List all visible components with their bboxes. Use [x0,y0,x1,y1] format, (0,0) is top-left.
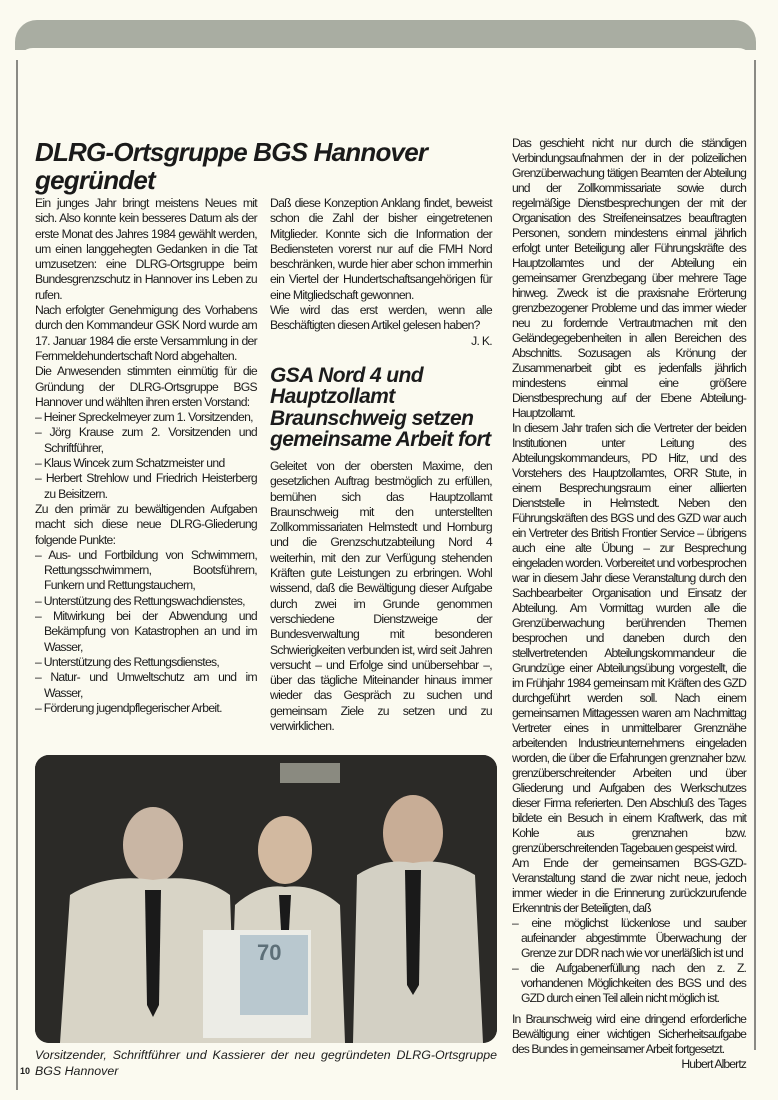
article2-paragraph: Geleitet von der obersten Maxime, den gesetzlichen Auftrag bestmöglich zu erfüllen, bemühen sich das Hauptzollamt Braunschweig mit den unterstellten Zollkommissariaten Helmstedt und Hornburg und die Grenzschutzabteilung Nord 4 weiterhin, mit den zur Verfügung stehenden Kräften gute Leistungen zu erbringen. Wohl wissend, daß die Bewältigung dieser Aufgabe durch zwei im Grunde genommen verschiedene Dienstzweige der Bundesverwaltung mit besonderen Schwierigkeiten verbunden ist, wird seit Jahren versucht – und Erfolge sind unübersehbar –, über das tägliche Miteinander hinaus immer wieder das Gespräch zu suchen und gemeinsam Ziele zu setzen und zu verwirklichen. [270,458,492,734]
column-2 [270,196,492,734]
photo-three-officers [35,755,497,1043]
list-item: – Natur- und Umweltschutz am und im Wasser, [35,670,257,701]
page-frame-top [17,48,754,88]
list-item: – Herbert Strehlow und Friedrich Heisterberg zu Beisitzern. [35,471,257,502]
article2-signature: Hubert Albertz [681,1057,746,1071]
column-1 [35,196,257,716]
article2-paragraph: Das geschieht nicht nur durch die ständigen Verbindungsaufnahmen der in der polizeilichen Grenzüberwachung tätigen Beamten der Abteilung und der Zollkommissariate sowie durch regelmäßige Dienstbesprechungen der mit der Organisation des Streifeneinsatzes beauftragten Personen, sondern mindestens einmal jährlich erfolgt unter Beteiligung aller Führungskräfte des Hauptzollamtes und der Abteilung ein gemeinsamer Grenzbegang über mehrere Tage hinweg. Zweck ist die praxisnahe Erörterung grenzbezogener Probleme und das immer wieder neu zu fordernde Vertrautmachen mit den Geländegegebenheiten in allen Bereichen des Abschnitts. Sozusagen als Krönung der Zusammenarbeit gibt es jedenfalls jährlich mindestens einmal eine größere Dienstbesprechung auf der Ebene Abteilung-Hauptzollamt. [512,136,746,420]
column-3 [512,136,746,1072]
list-item: – eine möglichst lückenlose und sauber aufeinander abgestimmte Überwachung der Grenze zur DDR nach wie vor unerläßlich ist und [512,916,746,961]
list-item: – die Aufgabenerfüllung nach den z. Z. vorhandenen Möglichkeiten des BGS und des GZD durch einen Teil allein nicht möglich ist. [512,961,746,1006]
findings-list [512,916,746,1006]
right-frame-line [754,60,756,1050]
left-frame-line [16,60,18,1090]
list-item: – Förderung jugendpflegerischer Arbeit. [35,701,257,716]
poster [203,930,311,1038]
photo-caption: Vorsitzender, Schriftführer und Kassierer der neu gegründeten DLRG-Ortsgruppe BGS Hannover [35,1048,497,1078]
list-item: – Unterstützung des Rettungsdienstes, [35,655,257,670]
article2-paragraph: In diesem Jahr trafen sich die Vertreter der beiden Institutionen unter Leitung des Abteilungskommandeurs, PD Hitz, und des Vorstehers des Hauptzollamtes, ORR Stute, in einem Besprechungsraum einer alliierten Dienststelle in Helmstedt. Neben den Führungskräften des BGS und des GZD war auch ein Vertreter des British Frontier Service – übrigens auch eine alte Übung – zur Besprechung eingeladen worden. Vorbereitet und vorbesprochen war in diesem Jahr diese Veranstaltung durch den Sachbearbeiter Organisation und Einsatz der Abteilung. Am Vormittag wurden alle die Grenzüberwachung berührenden Themen besprochen und daneben durch den stellvertretenden Abteilungskommandeur die Grundzüge einer Abteilungsübung vorgestellt, die im Frühjahr 1984 gemeinsam mit Kräften des GZD durchgeführt werden soll. Nach einem gemeinsamen Mittagessen waren am Nachmittag Vertreter eines in unmittelbarer Grenznähe arbeitenden Industrieunternehmens eingeladen worden, die über die Erfahrungen grenznaher bzw. grenzüberschreitender Arbeiten und über Gliederung und Aufgaben des Werkschutzes dieser Firma referierten. Den Abschluß des Tages bildete ein Besuch in einem Kraftwerk, das mit Kohle aus grenznahen bzw. grenzüberschreitenden Tagebauen gespeist wird. [512,421,746,855]
poster-text: 70 [257,940,282,965]
article1-title: DLRG-Ortsgruppe BGS Hannover gegründet [35,137,428,195]
photo-illustration [35,755,497,1043]
list-item: – Heiner Spreckelmeyer zum 1. Vorsitzenden, [35,410,257,425]
article1-paragraph: Daß diese Konzeption Anklang findet, beweist schon die Zahl der bisher eingetretenen Mitglieder. Konnte sich die Information der Bediensteten vorerst nur auf die FMH Nord beschränken, wurde hier aber schon immerhin ein Viertel der Hundertschaftsangehörigen für eine Mitgliedschaft gewonnen. [270,196,492,302]
article1-paragraph: Zu den primär zu bewältigenden Aufgaben macht sich diese neue DLRG-Gliederung folgende Punkte: [35,501,257,547]
page-number: 10 [20,1066,31,1076]
article1-paragraph: Ein junges Jahr bringt meistens Neues mit sich. Also konnte kein besseres Datum als der erste Monat des Jahres 1984 gewählt werden, um einen langgehegten Gedanken in die Tat umzusetzen: eine DLRG-Ortsgruppe beim Bundesgrenzschutz in Hannover ins Leben zu rufen. [35,196,257,302]
board-list [35,410,257,502]
article2-paragraph: In Braunschweig wird eine dringend erforderliche Bewältigung einer wichtigen Sicherheitsaufgabe des Bundes in gemeinsamer Arbeit fortgesetzt. [512,1012,746,1056]
exit-sign [280,763,340,783]
list-item: – Mitwirkung bei der Abwendung und Bekämpfung von Katastrophen an und im Wasser, [35,609,257,655]
article2-paragraph: Am Ende der gemeinsamen BGS-GZD-Veranstaltung stand die zwar nicht neue, jedoch immer wieder in die Erinnerung zurückzurufende Erkenntnis der Beteiligten, daß [512,856,746,915]
article1-paragraph: Nach erfolgter Genehmigung des Vorhabens durch den Kommandeur GSK Nord wurde am 17. Januar 1984 die erste Versammlung in der Fernmeldehundertschaft Nord abgehalten. [35,303,257,363]
header-band [15,20,756,50]
article2-title: GSA Nord 4 und Hauptzollamt Braunschweig setzen gemeinsame Arbeit fort [270,363,491,452]
list-item: – Jörg Krause zum 2. Vorsitzenden und Schriftführer, [35,425,257,456]
article1-paragraph: Die Anwesenden stimmten einmütig für die Gründung der DLRG-Ortsgruppe BGS Hannover und wählten ihren ersten Vorstand: [35,364,257,409]
list-item: – Unterstützung des Rettungswachdienstes, [35,594,257,609]
list-item: – Klaus Wincek zum Schatzmeister und [35,456,257,471]
list-item: – Aus- und Fortbildung von Schwimmern, Rettungsschwimmern, Bootsführern, Funkern und Rettungstauchern, [35,548,257,594]
article1-paragraph: Wie wird das erst werden, wenn alle Beschäftigten diesen Artikel gelesen haben? [270,303,492,333]
article1-signature: J. K. [471,333,492,348]
tasks-list [35,548,257,716]
